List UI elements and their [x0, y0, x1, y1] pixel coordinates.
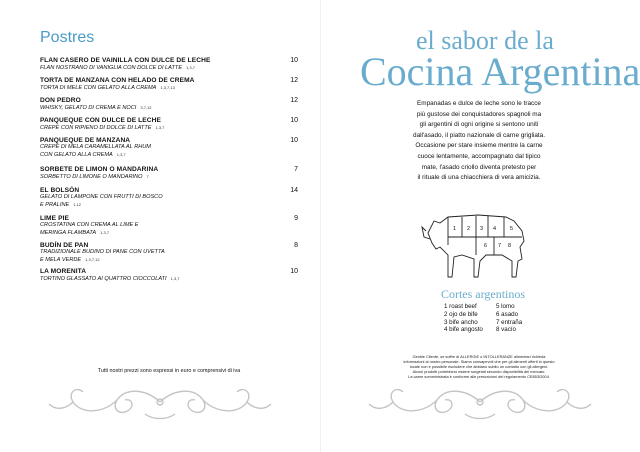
decorative-ornament: [45, 380, 275, 422]
dessert-price: 10: [290, 57, 298, 64]
notice-line: Gentile Cliente, se soffre di ALLERGIE o INTOLLERANZE alimentari richieda: [412, 354, 546, 359]
dessert-name: PANQUEQUE DE MANZANA: [40, 137, 131, 144]
cut-number: 2: [467, 226, 471, 232]
dessert-item: [40, 77, 298, 92]
description-text: TORTA DI MELE CON GELATO ALLA CREMA: [40, 85, 157, 91]
dessert-description: [40, 275, 298, 283]
dessert-item: [40, 215, 298, 237]
cuts-column-left: [444, 303, 483, 334]
description-text: CROSTATINA CON CREMA AL LIME E: [40, 222, 139, 228]
dessert-description: [40, 64, 298, 72]
cut-number: 4: [493, 226, 497, 232]
description-text: CON GELATO ALLA CREMA: [40, 152, 113, 158]
intro-line: Occasione per stare insieme mentre la carne: [415, 142, 543, 150]
dessert-item: [40, 97, 298, 112]
notice-line: informazioni al nostro personale. Siamo consapevoli che per gli alimenti offerti in questo: [403, 359, 555, 364]
dessert-name: EL BOLSÓN: [40, 187, 80, 194]
price-footnote: Tutti nostri prezzi sono espressi in euro e comprensivi di iva: [97, 368, 241, 374]
dessert-name: FLAN CASERO DE VAINILLA CON DULCE DE LECHE: [40, 57, 211, 64]
dessert-price: 12: [290, 97, 298, 104]
cut-label: 4 bife angosto: [444, 326, 483, 334]
allergen-codes: 3,7,12: [140, 105, 152, 110]
description-text: TORTINO GLASSATO AI QUATTRO CIOCCOLATI: [40, 276, 167, 282]
dessert-name: DON PEDRO: [40, 97, 81, 104]
notice-line: locale non è possibile escludere che abbiano subito un contatto con gli allergeni.: [409, 364, 549, 369]
allergen-codes: 1,3,7: [100, 230, 110, 235]
dessert-name: LA MORENITA: [40, 268, 87, 275]
heading-line-2: Cocina Argentina: [360, 49, 640, 94]
intro-line: più gustose dei conquistadores spagnoli ma: [416, 110, 542, 118]
description-text: SORBETTO DI LIMONE O MANDARINO: [40, 174, 143, 180]
dessert-description: [40, 229, 298, 237]
dessert-description: [40, 249, 298, 256]
dessert-item: [40, 166, 298, 181]
cut-label: 6 asado: [496, 310, 519, 318]
intro-line: dall'asado, il piatto nazionale di carne grigliata.: [413, 131, 545, 139]
notice-line: La carne somministrata è conforme alle prescrizioni del regolamento CE853/2004.: [408, 374, 550, 379]
dessert-item: [40, 187, 298, 209]
description-text: WHISKY, GELATO DI CREMA E NOCI: [40, 105, 137, 111]
dessert-price: 10: [290, 137, 298, 144]
dessert-description: [40, 201, 298, 209]
description-text: CREPÈ CON RIPIENO DI DOLCE DI LATTE: [40, 125, 152, 131]
section-title: Postres: [40, 29, 95, 46]
decorative-ornament: [365, 380, 595, 422]
notice-line: Alcuni prodotti potrebbero essere surgelati secondo disponibilità del mercato.: [412, 369, 546, 374]
cut-label: 8 vacío: [496, 326, 516, 334]
dessert-item: [40, 117, 298, 132]
dessert-price: 14: [290, 187, 298, 194]
dessert-description: [40, 256, 298, 264]
cut-number: 6: [484, 243, 488, 249]
description-text: FLAN NOSTRANO DI VANIGLIA CON DOLCE DI LATTE: [40, 65, 183, 71]
allergen-codes: 1,3,7,12: [85, 257, 100, 262]
dessert-name: BUDÍN DE PAN: [40, 242, 89, 249]
dessert-description: [40, 84, 298, 92]
dessert-item: [40, 57, 298, 72]
cut-label: 7 entraña: [496, 318, 523, 326]
dessert-description: [40, 124, 298, 132]
dessert-price: 7: [294, 166, 298, 173]
intro-line: cuoce lentamente, accompagnato dal tipico: [417, 152, 541, 160]
dessert-name: TORTA DE MANZANA CON HELADO DE CREMA: [40, 77, 195, 84]
heading-line-1: el sabor de la: [416, 26, 554, 55]
intro-paragraph: [400, 99, 558, 184]
allergen-codes: 1,3,7,13: [160, 85, 175, 90]
allergen-codes: 1,3,7: [186, 65, 195, 70]
description-text: MERINGA FLAMBATA: [40, 230, 97, 236]
description-text: E MELA VERDE: [40, 257, 82, 263]
cow-cuts-diagram: [418, 207, 530, 287]
cut-number: 8: [508, 243, 512, 249]
dessert-name: SORBETE DE LIMON O MANDARINA: [40, 166, 159, 173]
description-text: E PRALINE: [40, 202, 70, 208]
description-text: GELATO DI LAMPONE CON FRUTTI DI BOSCO: [40, 194, 163, 200]
allergen-codes: 1,3,7: [116, 152, 126, 157]
cut-label: 2 ojo de bife: [444, 310, 478, 318]
intro-line: Empanadas e dulce de leche sono le tracce: [417, 100, 541, 107]
cuts-column-right: [496, 303, 522, 334]
dessert-price: 12: [290, 77, 298, 84]
cut-number: 7: [498, 243, 502, 249]
cut-number: 5: [510, 226, 514, 232]
description-text: TRADIZIONALE BUDINO DI PANE CON UVETTA: [40, 249, 165, 255]
allergen-codes: 7: [146, 174, 149, 179]
dessert-item: [40, 137, 298, 159]
dessert-description: [40, 222, 298, 229]
cut-label: 5 lomo: [496, 303, 515, 310]
dessert-price: 10: [290, 268, 298, 275]
dessert-price: 9: [294, 215, 298, 222]
allergen-codes: 1,12: [73, 202, 82, 207]
allergy-notice: [398, 354, 560, 379]
intro-line: gli argentini di ogni origine si sentono uniti: [419, 121, 539, 129]
dessert-description: [40, 104, 298, 112]
dessert-price: 10: [290, 117, 298, 124]
dessert-description: [40, 144, 298, 151]
dessert-item: [40, 242, 298, 264]
dessert-description: [40, 194, 298, 201]
dessert-price: 8: [294, 242, 298, 249]
dessert-name: PANQUEQUE CON DULCE DE LECHE: [40, 117, 162, 124]
description-text: CREPÈ DI MELA CARAMELLATA AL RHUM: [40, 144, 151, 150]
dessert-description: [40, 173, 298, 181]
intro-line: mate, l'asado criollo diventa pretesto per: [421, 163, 537, 171]
cuts-title: Cortes argentinos: [440, 287, 526, 301]
allergen-codes: 1,3,7: [155, 125, 165, 130]
cut-number: 1: [453, 226, 457, 232]
cut-label: 3 bife ancho: [444, 318, 478, 326]
dessert-description: [40, 151, 298, 159]
intro-line: il rituale di una chiacchiera di vera amicizia.: [417, 174, 541, 182]
dessert-name: LIME PIE: [40, 215, 70, 222]
dessert-item: [40, 268, 298, 283]
cut-number: 3: [480, 226, 484, 232]
cut-label: 1 roast beef: [444, 303, 477, 310]
allergen-codes: 1,3,7: [170, 276, 180, 281]
